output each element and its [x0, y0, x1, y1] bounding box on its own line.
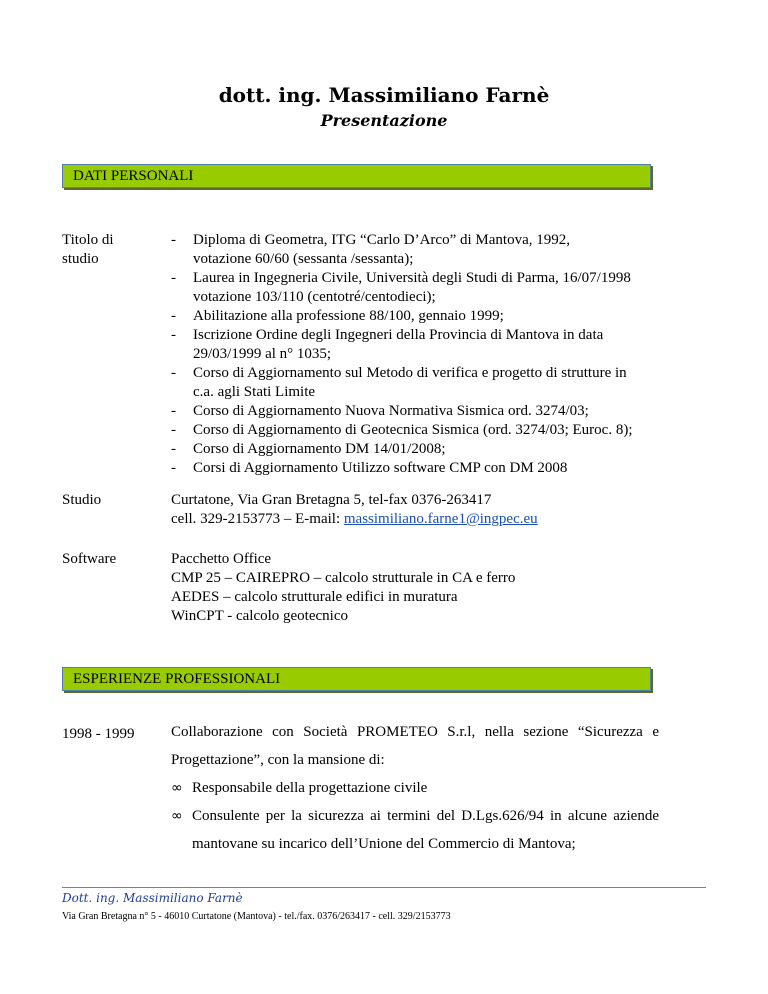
label-studio: Studio [62, 492, 102, 508]
dash-bullet: - [171, 422, 176, 438]
dash-bullet: - [171, 403, 176, 419]
label-titolo-di-studio [62, 231, 114, 269]
education-line: Iscrizione Ordine degli Ingegneri della Provincia di Mantova in data [193, 327, 604, 343]
experience-duties [171, 774, 659, 858]
dash-bullet: - [171, 460, 176, 476]
document-header [0, 82, 768, 132]
footer-address: Via Gran Bretagna n° 5 - 46010 Curtatone (Mantova) - tel./fax. 0376/263417 - cell. 329/2153773 [62, 911, 451, 922]
education-line: Corso di Aggiornamento sul Metodo di verifica e progetto di strutture in [193, 365, 627, 381]
footer-divider [62, 887, 706, 888]
software-item: AEDES – calcolo strutturale edifici in muratura [171, 589, 458, 605]
dash-bullet: - [171, 441, 176, 457]
experience-description: Collaborazione con Società PROMETEO S.r.l, nella sezione “Sicurezza e Progettazione”, con la mansione di: [171, 724, 659, 768]
education-item [171, 402, 691, 421]
education-list [171, 231, 691, 478]
studio-cell: cell. 329-2153773 – E-mail: [171, 511, 344, 527]
education-line: Corsi di Aggiornamento Utilizzo software CMP con DM 2008 [193, 460, 568, 476]
education-item [171, 307, 691, 326]
section-heading-personal: DATI PERSONALI [62, 164, 651, 188]
software-item: WinCPT - calcolo geotecnico [171, 608, 348, 624]
education-item [171, 440, 691, 459]
footer-name: Dott. ing. Massimiliano Farnè [62, 891, 243, 905]
document-title: dott. ing. Massimiliano Farnè [218, 83, 550, 107]
education-line: Corso di Aggiornamento Nuova Normativa Sismica ord. 3274/03; [193, 403, 589, 419]
infinity-bullet-icon: ∞ [171, 808, 183, 824]
education-item [171, 459, 691, 478]
education-line: votazione 103/110 (centotré/centodieci); [193, 289, 436, 305]
studio-contacts [171, 510, 691, 529]
studio-details [171, 491, 691, 529]
infinity-bullet-icon: ∞ [171, 780, 183, 796]
software-list [171, 550, 691, 626]
education-line: Corso di Aggiornamento DM 14/01/2008; [193, 441, 446, 457]
education-line: 29/03/1999 al n° 1035; [193, 346, 332, 362]
dash-bullet: - [171, 232, 176, 248]
dash-bullet: - [171, 308, 176, 324]
education-line: Corso di Aggiornamento di Geotecnica Sismica (ord. 3274/03; Euroc. 8); [193, 422, 633, 438]
duty-item [171, 802, 659, 858]
education-line: votazione 60/60 (sessanta /sessanta); [193, 251, 414, 267]
software-item: Pacchetto Office [171, 551, 272, 567]
duty-text: Responsabile della progettazione civile [192, 780, 428, 796]
duty-item [171, 774, 659, 802]
education-item [171, 269, 691, 307]
dash-bullet: - [171, 270, 176, 286]
experience-years: 1998 - 1999 [62, 726, 135, 742]
label-software: Software [62, 551, 117, 567]
education-line: Abilitazione alla professione 88/100, gennaio 1999; [193, 308, 504, 324]
software-item: CMP 25 – CAIREPRO – calcolo strutturale in CA e ferro [171, 570, 516, 586]
dash-bullet: - [171, 365, 176, 381]
section-heading-experience: ESPERIENZE PROFESSIONALI [62, 667, 651, 691]
duty-text: Consulente per la sicurezza ai termini del D.Lgs.626/94 in alcune aziende mantovane su incarico dell’Unione del Commercio di Mantova; [192, 808, 659, 852]
dash-bullet: - [171, 327, 176, 343]
education-line: c.a. agli Stati Limite [193, 384, 316, 400]
education-item [171, 421, 691, 440]
email-link[interactable]: massimiliano.farne1@ingpec.eu [343, 511, 538, 527]
document-subtitle: Presentazione [320, 111, 448, 130]
experience-entry [171, 718, 659, 858]
label-line: Titolo di [62, 232, 114, 248]
education-item [171, 364, 691, 402]
education-item [171, 231, 691, 269]
education-line: Diploma di Geometra, ITG “Carlo D’Arco” di Mantova, 1992, [193, 232, 570, 248]
education-item [171, 326, 691, 364]
studio-address: Curtatone, Via Gran Bretagna 5, tel-fax 0376-263417 [171, 492, 492, 508]
label-line: studio [62, 251, 99, 267]
education-line: Laurea in Ingegneria Civile, Università degli Studi di Parma, 16/07/1998 [193, 270, 631, 286]
